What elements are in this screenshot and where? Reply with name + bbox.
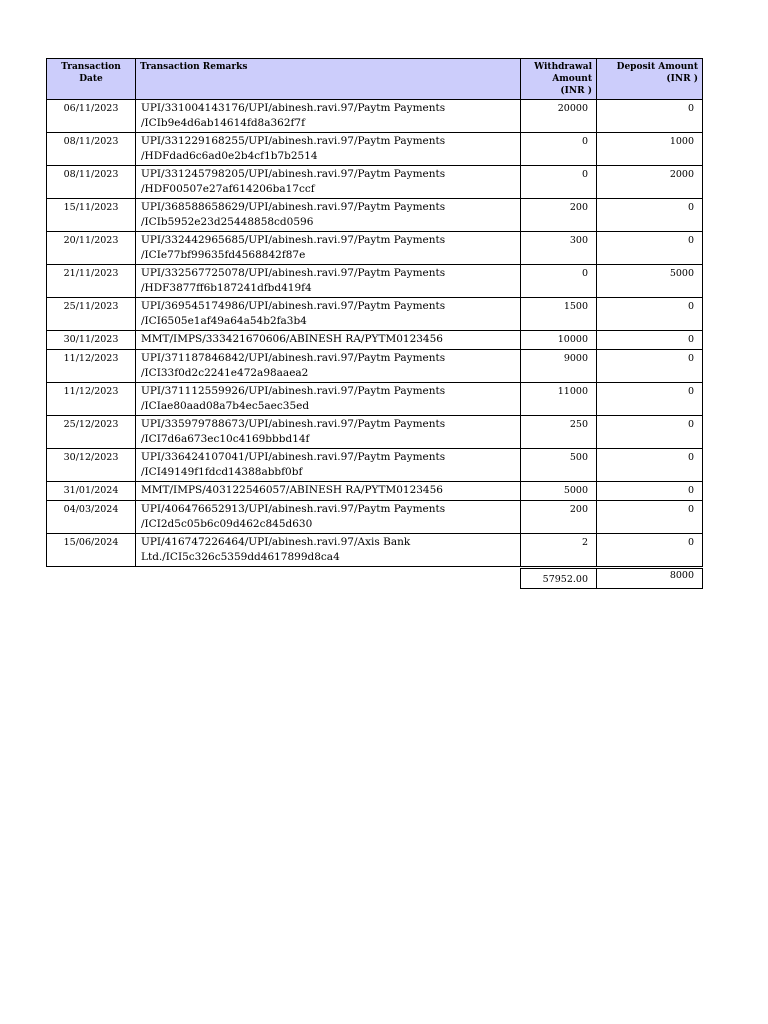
transaction-date-cell: 11/12/2023 bbox=[47, 350, 136, 383]
transaction-remarks-cell: UPI/371112559926/UPI/abinesh.ravi.97/Paytm Payments /ICIae80aad08a7b4ec5aec35ed bbox=[136, 383, 521, 416]
header-deposit-amount: Deposit Amount (INR ) bbox=[597, 59, 703, 100]
table-row bbox=[47, 449, 703, 482]
table-row bbox=[47, 350, 703, 383]
withdrawal-amount-cell: 200 bbox=[521, 501, 597, 534]
table-row bbox=[47, 331, 703, 350]
deposit-amount-cell: 0 bbox=[597, 416, 703, 449]
deposit-amount-cell: 0 bbox=[597, 199, 703, 232]
table-row bbox=[47, 534, 703, 567]
transaction-statement bbox=[46, 58, 703, 585]
table-row bbox=[47, 100, 703, 133]
deposit-amount-cell: 2000 bbox=[597, 166, 703, 199]
transaction-date-cell: 08/11/2023 bbox=[47, 133, 136, 166]
withdrawal-amount-cell: 2 bbox=[521, 534, 597, 567]
deposit-amount-cell: 0 bbox=[597, 534, 703, 567]
deposit-amount-cell: 0 bbox=[597, 383, 703, 416]
table-row bbox=[47, 232, 703, 265]
table-row bbox=[47, 199, 703, 232]
withdrawal-amount-cell: 0 bbox=[521, 265, 597, 298]
table-row bbox=[47, 298, 703, 331]
header-transaction-date: Transaction Date bbox=[47, 59, 136, 100]
transaction-remarks-cell: UPI/369545174986/UPI/abinesh.ravi.97/Paytm Payments /ICI6505e1af49a64a54b2fa3b4 bbox=[136, 298, 521, 331]
withdrawal-amount-cell: 20000 bbox=[521, 100, 597, 133]
transaction-remarks-cell: UPI/331004143176/UPI/abinesh.ravi.97/Paytm Payments /ICIb9e4d6ab14614fd8a362f7f bbox=[136, 100, 521, 133]
transaction-remarks-cell: UPI/332442965685/UPI/abinesh.ravi.97/Paytm Payments /ICIe77bf99635fd4568842f87e bbox=[136, 232, 521, 265]
deposit-amount-cell: 0 bbox=[597, 298, 703, 331]
transaction-date-cell: 25/12/2023 bbox=[47, 416, 136, 449]
transaction-date-cell: 11/12/2023 bbox=[47, 383, 136, 416]
transaction-remarks-cell: UPI/371187846842/UPI/abinesh.ravi.97/Paytm Payments /ICI33f0d2c2241e472a98aaea2 bbox=[136, 350, 521, 383]
transaction-remarks-cell: UPI/368588658629/UPI/abinesh.ravi.97/Paytm Payments /ICIb5952e23d25448858cd0596 bbox=[136, 199, 521, 232]
header-transaction-remarks: Transaction Remarks bbox=[136, 59, 521, 100]
deposit-amount-cell: 5000 bbox=[597, 265, 703, 298]
withdrawal-amount-cell: 0 bbox=[521, 166, 597, 199]
totals-row bbox=[521, 569, 703, 589]
deposit-amount-cell: 0 bbox=[597, 482, 703, 501]
table-row bbox=[47, 265, 703, 298]
transaction-date-cell: 30/11/2023 bbox=[47, 331, 136, 350]
transaction-remarks-cell: UPI/336424107041/UPI/abinesh.ravi.97/Paytm Payments /ICI49149f1fdcd14388abbf0bf bbox=[136, 449, 521, 482]
transaction-remarks-cell: MMT/IMPS/333421670606/ABINESH RA/PYTM0123456 bbox=[136, 331, 521, 350]
transaction-remarks-cell: UPI/416747226464/UPI/abinesh.ravi.97/Axis Bank Ltd./ICI5c326c5359dd4617899d8ca4 bbox=[136, 534, 521, 567]
transaction-date-cell: 21/11/2023 bbox=[47, 265, 136, 298]
transaction-date-cell: 20/11/2023 bbox=[47, 232, 136, 265]
withdrawal-amount-cell: 250 bbox=[521, 416, 597, 449]
withdrawal-amount-cell: 200 bbox=[521, 199, 597, 232]
transactions-table bbox=[46, 58, 703, 567]
withdrawal-amount-cell: 0 bbox=[521, 133, 597, 166]
withdrawal-amount-cell: 11000 bbox=[521, 383, 597, 416]
transactions-body bbox=[47, 100, 703, 567]
table-row bbox=[47, 501, 703, 534]
table-row bbox=[47, 482, 703, 501]
total-withdrawal: 57952.00 bbox=[521, 569, 597, 589]
transaction-date-cell: 25/11/2023 bbox=[47, 298, 136, 331]
transaction-remarks-cell: MMT/IMPS/403122546057/ABINESH RA/PYTM0123456 bbox=[136, 482, 521, 501]
withdrawal-amount-cell: 300 bbox=[521, 232, 597, 265]
transaction-remarks-cell: UPI/332567725078/UPI/abinesh.ravi.97/Paytm Payments /HDF3877ff6b187241dfbd419f4 bbox=[136, 265, 521, 298]
transaction-remarks-cell: UPI/331229168255/UPI/abinesh.ravi.97/Paytm Payments /HDFdad6c6ad0e2b4cf1b7b2514 bbox=[136, 133, 521, 166]
transaction-remarks-cell: UPI/406476652913/UPI/abinesh.ravi.97/Paytm Payments /ICI2d5c05b6c09d462c845d630 bbox=[136, 501, 521, 534]
deposit-amount-cell: 0 bbox=[597, 449, 703, 482]
table-row bbox=[47, 416, 703, 449]
transaction-date-cell: 06/11/2023 bbox=[47, 100, 136, 133]
deposit-amount-cell: 0 bbox=[597, 501, 703, 534]
transaction-remarks-cell: UPI/335979788673/UPI/abinesh.ravi.97/Paytm Payments /ICI7d6a673ec10c4169bbbd14f bbox=[136, 416, 521, 449]
deposit-amount-cell: 0 bbox=[597, 232, 703, 265]
total-deposit: 8000 bbox=[597, 569, 703, 589]
transaction-date-cell: 15/06/2024 bbox=[47, 534, 136, 567]
transaction-remarks-cell: UPI/331245798205/UPI/abinesh.ravi.97/Paytm Payments /HDF00507e27af614206ba17ccf bbox=[136, 166, 521, 199]
header-withdrawal-amount: Withdrawal Amount (INR ) bbox=[521, 59, 597, 100]
table-header-row bbox=[47, 59, 703, 100]
transaction-date-cell: 08/11/2023 bbox=[47, 166, 136, 199]
table-row bbox=[47, 166, 703, 199]
withdrawal-amount-cell: 5000 bbox=[521, 482, 597, 501]
deposit-amount-cell: 0 bbox=[597, 100, 703, 133]
transaction-date-cell: 04/03/2024 bbox=[47, 501, 136, 534]
withdrawal-amount-cell: 1500 bbox=[521, 298, 597, 331]
withdrawal-amount-cell: 10000 bbox=[521, 331, 597, 350]
deposit-amount-cell: 0 bbox=[597, 350, 703, 383]
transaction-date-cell: 31/01/2024 bbox=[47, 482, 136, 501]
withdrawal-amount-cell: 9000 bbox=[521, 350, 597, 383]
transaction-date-cell: 15/11/2023 bbox=[47, 199, 136, 232]
withdrawal-amount-cell: 500 bbox=[521, 449, 597, 482]
transaction-date-cell: 30/12/2023 bbox=[47, 449, 136, 482]
deposit-amount-cell: 1000 bbox=[597, 133, 703, 166]
deposit-amount-cell: 0 bbox=[597, 331, 703, 350]
totals-table bbox=[520, 568, 703, 589]
table-row bbox=[47, 133, 703, 166]
table-row bbox=[47, 383, 703, 416]
